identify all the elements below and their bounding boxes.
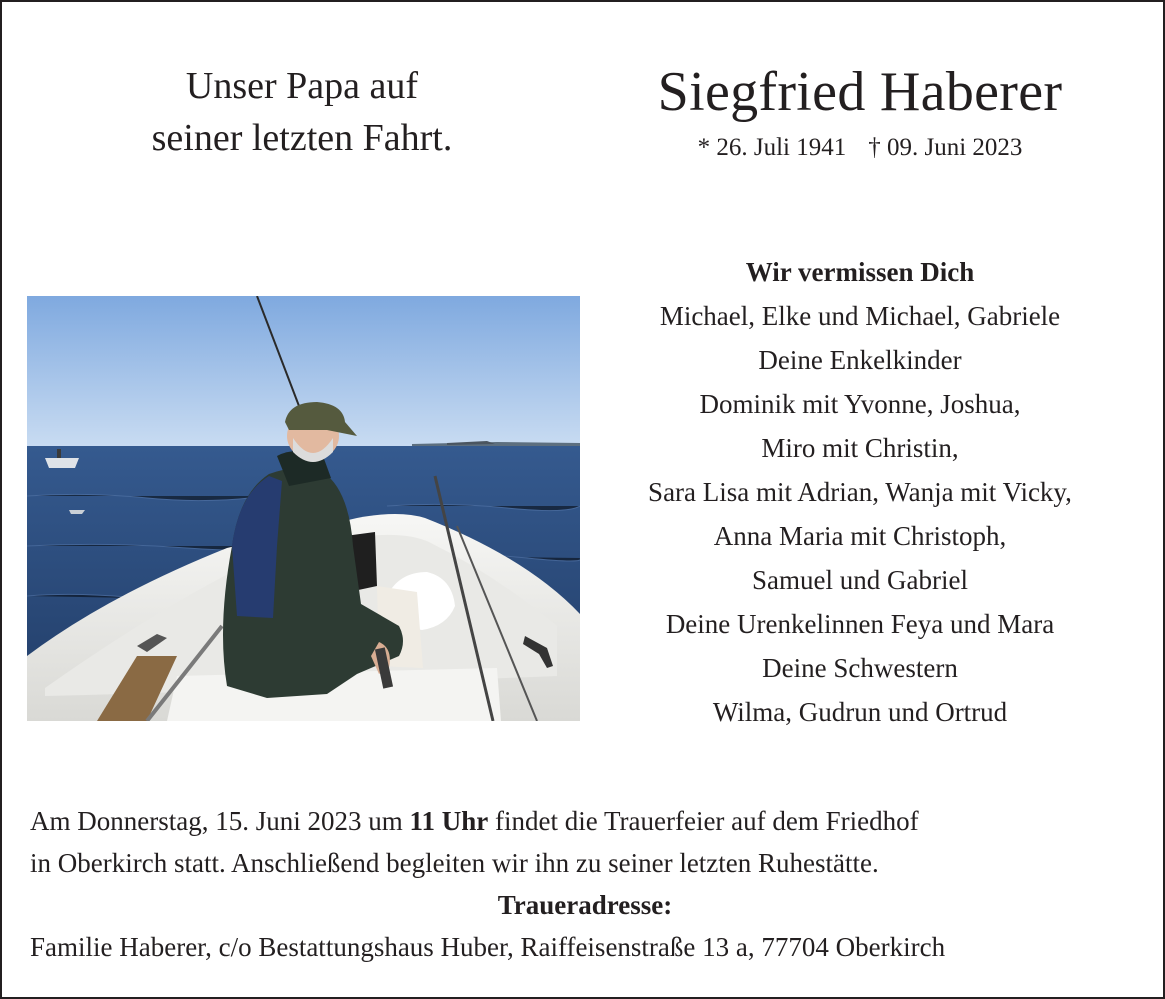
birth-date: * 26. Juli 1941 [697, 134, 847, 161]
mourner-line: Deine Schwestern [762, 653, 958, 683]
death-date: † 09. Juni 2023 [868, 134, 1023, 161]
mourner-line: Samuel und Gabriel [752, 565, 968, 595]
motto-line-1: Unser Papa auf [185, 65, 419, 107]
mourner-line: Dominik mit Yvonne, Joshua, [699, 389, 1021, 419]
mourner-line: Michael, Elke und Michael, Gabriele [659, 301, 1061, 331]
funeral-place-text: findet die Trauerfeier auf dem Friedhof [488, 806, 919, 836]
address-label-text: Traueradresse: [497, 890, 673, 920]
mourner-line: Deine Urenkelinnen Feya und Mara [665, 609, 1055, 639]
mourner-line: Deine Enkelkinder [758, 345, 962, 375]
funeral-info [30, 800, 1140, 968]
mourner-line: Anna Maria mit Christoph, [713, 521, 1007, 551]
mourner-line: Wilma, Gudrun und Ortrud [712, 697, 1008, 727]
mourner-line: Miro mit Christin, [761, 433, 959, 463]
address-label [30, 884, 1140, 926]
life-dates [580, 132, 1140, 164]
photo-fishing-boat [27, 296, 580, 721]
motto [62, 60, 542, 164]
funeral-line-1 [30, 800, 1140, 842]
funeral-time: 11 Uhr [409, 806, 489, 836]
funeral-date-text: Am Donnerstag, 15. Juni 2023 um [30, 806, 410, 836]
mourner-line: Sara Lisa mit Adrian, Wanja mit Vicky, [648, 477, 1072, 507]
mourners-list [600, 250, 1120, 734]
mourners-heading: Wir vermissen Dich [745, 257, 975, 287]
deceased-name: Siegfried Haberer [657, 61, 1063, 123]
motto-line-2: seiner letzten Fahrt. [151, 117, 453, 159]
mourning-address: Familie Haberer, c/o Bestattungshaus Huber, Raiffeisenstraße 13 a, 77704 Oberkirch [30, 932, 946, 962]
funeral-line-2: in Oberkirch statt. Anschließend begleiten wir ihn zu seiner letzten Ruhestätte. [30, 848, 879, 878]
